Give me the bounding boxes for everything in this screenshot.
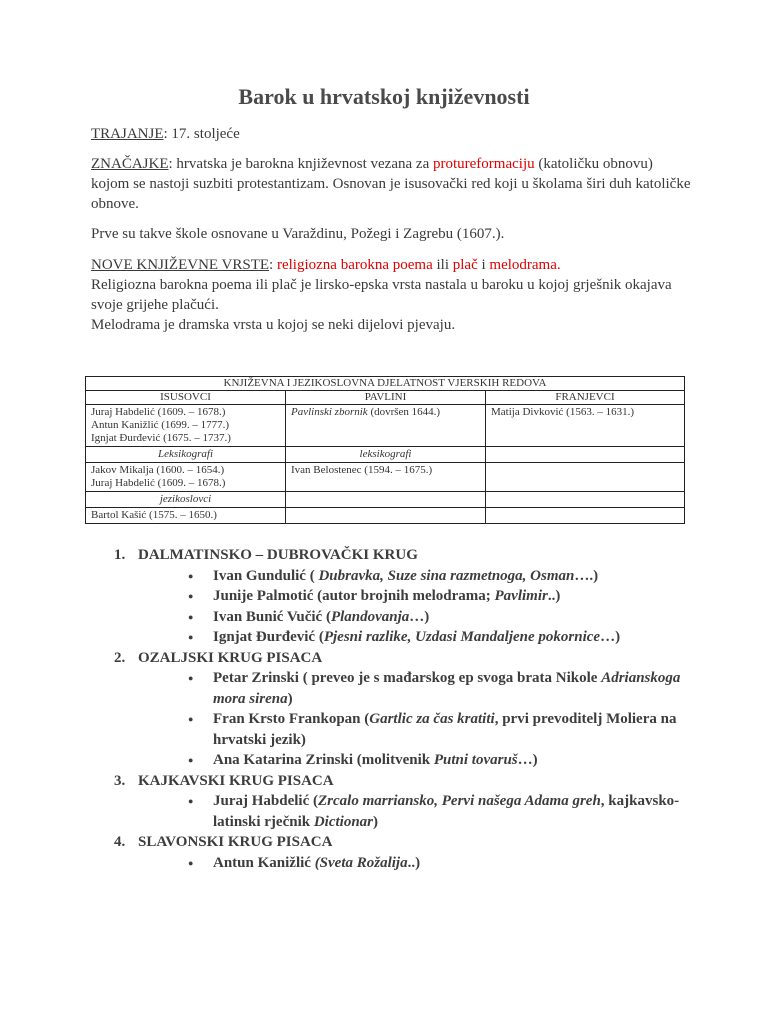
author-text-end: )	[287, 690, 293, 707]
subheading-leksikografi-pavlini: leksikografi	[286, 447, 486, 463]
table-cell-isusovci-writers	[86, 405, 286, 447]
circle-name: OZALJSKI KRUG PISACA	[138, 649, 323, 666]
pavlinski-zbornik-note: (dovršen 1644.)	[367, 406, 441, 418]
trajanje-paragraph	[91, 124, 691, 144]
circle-name: DALMATINSKO – DUBROVAČKI KRUG	[138, 547, 418, 563]
author-text-mid: , kajkavsko-latinski rječnik	[213, 793, 680, 830]
table-subheading-row	[86, 492, 685, 508]
trajanje-label: TRAJANJE	[91, 126, 164, 142]
table-cell-empty	[286, 492, 486, 508]
znacajke-red-term: protureformaciju	[432, 156, 535, 172]
author-text-end: ..)	[547, 588, 561, 604]
author-text: Petar Zrinski ( preveo je s mađarskog ep svoga brata Nikole	[213, 670, 602, 686]
list-item-author	[138, 853, 690, 874]
list-item-author	[138, 586, 690, 607]
column-header-pavlini: PAVLINI	[286, 391, 486, 405]
table-row	[86, 463, 685, 492]
author-text: Ignjat Đurđević (	[213, 629, 324, 645]
table-cell-empty	[486, 463, 685, 492]
work-title: Pavlimir	[494, 588, 548, 604]
list-item-author	[138, 709, 690, 750]
nove-vrste-line3: Melodrama je dramska vrsta u kojoj se neki dijelovi pjevaju.	[91, 317, 456, 333]
author-text-end: )	[373, 813, 379, 830]
circle-name: SLAVONSKI KRUG PISACA	[138, 834, 333, 850]
nove-vrste-line2: Religiozna barokna poema ili plač je lirsko-epska vrsta nastala u baroku u kojoj grješnik okajava svoje grijehe plačući.	[91, 277, 672, 313]
author-text-end: , prvi prevoditelj Moliera na hrvatski jezik)	[213, 711, 677, 748]
work-title: Adrianskoga mora sirena	[213, 670, 681, 707]
author-list	[138, 566, 690, 648]
author-text: Junije Palmotić (autor brojnih melodrama;	[213, 588, 495, 604]
list-item-author	[138, 627, 690, 648]
table-cell-franjevci-writers: Matija Divković (1563. – 1631.)	[486, 405, 685, 447]
znacajke-label: ZNAČAJKE	[91, 156, 169, 172]
nove-vrste-red3: melodrama	[489, 257, 557, 273]
work-title: Zrcalo marriansko, Pervi našega Adama greh	[318, 793, 601, 809]
nove-vrste-dot: .	[556, 257, 561, 273]
table-cell-line: Antun Kanižlić (1699. – 1777.)	[91, 419, 230, 431]
znacajke-text-b: (katoličku obnovu) kojom se nastoji suzbiti protestantizam. Osnovan je isusovački red koji u školama širi duh katoličke obnove.	[91, 156, 691, 212]
table-cell-isusovci-linguists: Bartol Kašić (1575. – 1650.)	[86, 508, 286, 524]
author-list	[138, 791, 690, 832]
list-item-circle	[110, 832, 690, 873]
column-header-franjevci: FRANJEVCI	[486, 391, 685, 405]
author-list	[138, 853, 690, 874]
list-number: 2.	[114, 649, 126, 666]
table-cell-isusovci-lexicographers	[86, 463, 286, 492]
nove-vrste-line1	[91, 255, 691, 275]
work-title: Putni tovaruš	[433, 752, 518, 768]
author-text: Fran Krsto Frankopan (	[213, 711, 370, 727]
table-cell-empty	[486, 492, 685, 508]
page-title: Barok u hrvatskoj književnosti	[238, 84, 530, 109]
author-text: Ivan Bunić Vučić (	[213, 608, 331, 625]
table-heading: KNJIŽEVNA I JEZIKOSLOVNA DJELATNOST VJERSKIH REDOVA	[86, 377, 685, 391]
list-item-circle	[110, 545, 690, 648]
nove-vrste-label: NOVE KNJIŽEVNE VRSTE	[91, 257, 270, 273]
table-subheading-row	[86, 447, 685, 463]
nove-vrste-red1: religiozna barokna poema	[276, 257, 433, 273]
subheading-jezikoslovci: jezikoslovci	[86, 492, 286, 508]
list-item-circle	[110, 648, 690, 771]
nove-vrste-ili: ili	[432, 257, 453, 273]
religious-orders-table	[85, 376, 685, 524]
trajanje-text: : 17. stoljeće	[163, 126, 240, 142]
table-cell-empty	[486, 508, 685, 524]
nove-vrste-red2: plač	[452, 257, 478, 273]
table-cell-empty	[486, 447, 685, 463]
table-heading-row	[86, 377, 685, 391]
nove-vrste-paragraph	[91, 255, 691, 335]
author-text-end: ….)	[574, 567, 599, 584]
table-cell-line: Juraj Habdelić (1609. – 1678.)	[91, 477, 226, 489]
author-text-end: …)	[517, 752, 538, 768]
subheading-leksikografi-isusovci: Leksikografi	[86, 447, 286, 463]
author-list	[138, 668, 690, 771]
skole-paragraph: Prve su takve škole osnovane u Varaždinu, Požegi i Zagrebu (1607.).	[91, 226, 505, 242]
author-text-end: ..)	[407, 854, 421, 871]
author-text: Ivan Gundulić (	[213, 567, 319, 584]
pavlinski-zbornik-title: Pavlinski zbornik	[291, 406, 368, 418]
work-title: Plandovanja	[330, 608, 410, 625]
table-cell-empty	[286, 508, 486, 524]
znacajke-text-a: : hrvatska je barokna književnost vezana za	[168, 156, 433, 172]
nove-vrste-i: i	[477, 257, 490, 273]
literary-circles-list	[110, 545, 690, 873]
work-title: (Sveta Rožalija	[314, 854, 408, 871]
list-number: 1.	[114, 547, 126, 563]
table-column-headers	[86, 391, 685, 405]
author-text-end: …)	[409, 608, 430, 625]
list-item-author	[138, 607, 690, 628]
list-number: 4.	[114, 834, 126, 850]
znacajke-paragraph	[91, 154, 691, 214]
circle-name: KAJKAVSKI KRUG PISACA	[138, 772, 334, 789]
work-title: Pjesni razlike, Uzdasi Mandaljene pokornice	[323, 629, 601, 645]
table-row	[86, 405, 685, 447]
author-text-end: …)	[600, 629, 621, 645]
table-cell-pavlini-lexicographers: Ivan Belostenec (1594. – 1675.)	[286, 463, 486, 492]
list-item-author	[138, 668, 690, 709]
table-cell-line: Ignjat Đurđević (1675. – 1737.)	[91, 432, 231, 444]
table-cell-line: Jakov Mikalja (1600. – 1654.)	[91, 464, 225, 476]
author-text: Juraj Habdelić (	[213, 793, 318, 809]
list-item-circle	[110, 771, 690, 833]
table-cell-pavlini-writers	[286, 405, 486, 447]
list-number: 3.	[114, 772, 126, 789]
list-item-author	[138, 566, 690, 587]
table-cell-line: Juraj Habdelić (1609. – 1678.)	[91, 406, 226, 418]
table-row	[86, 508, 685, 524]
nove-vrste-colon: :	[269, 257, 277, 273]
work-title: Dubravka, Suze sina razmetnoga, Osman	[318, 567, 575, 584]
work-title: Gartlic za čas kratiti	[369, 711, 495, 727]
list-item-author	[138, 750, 690, 771]
list-item-author	[138, 791, 690, 832]
column-header-isusovci: ISUSOVCI	[86, 391, 286, 405]
author-text: Ana Katarina Zrinski (molitvenik	[213, 752, 434, 768]
author-text: Antun Kanižlić	[213, 854, 315, 871]
work-title: Dictionar	[313, 813, 374, 830]
